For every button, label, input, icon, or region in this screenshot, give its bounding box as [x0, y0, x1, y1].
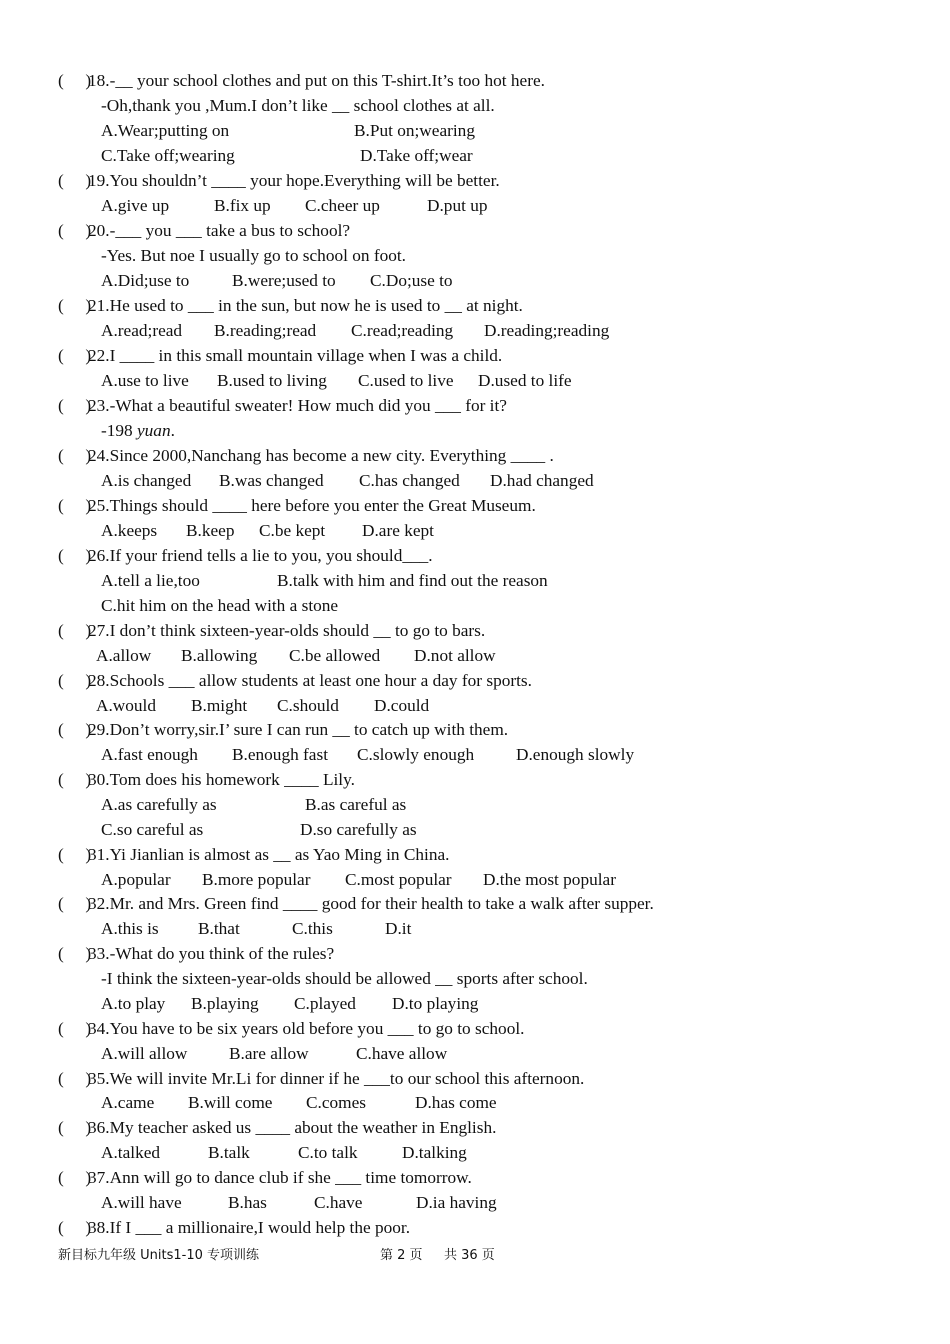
- question-27: [58, 618, 486, 643]
- question-text: 30.Tom does his homework ____ Lily.: [88, 770, 355, 789]
- option-row: [101, 817, 417, 842]
- option-d: D.had changed: [490, 471, 594, 490]
- question-text: 26.If your friend tells a lie to you, you should___.: [88, 546, 433, 565]
- question-21: [58, 293, 523, 318]
- option-row: [101, 1041, 448, 1066]
- option-b: B.will come: [188, 1093, 273, 1112]
- option-row: [101, 118, 475, 143]
- question-text: 34.You have to be six years old before you ___ to go to school.: [88, 1019, 525, 1038]
- question-text: 24.Since 2000,Nanchang has become a new city. Everything ____ .: [88, 446, 554, 465]
- question-36: [58, 1115, 497, 1140]
- option-c: C.used to live: [358, 371, 454, 390]
- answer-paren: ( ): [58, 671, 92, 690]
- option-c: C.cheer up: [305, 196, 380, 215]
- option-d: D.enough slowly: [516, 745, 635, 764]
- option-row: [101, 518, 434, 543]
- option-c: C.has changed: [359, 471, 460, 490]
- question-text: 38.If I ___ a millionaire,I would help the poor.: [88, 1218, 411, 1237]
- question-28: [58, 668, 532, 693]
- question-32: [58, 891, 654, 916]
- footer-title: 新目标九年级 Units1-10 专项训练: [58, 1248, 260, 1263]
- option-b: B.were;used to: [232, 271, 336, 290]
- option-c: C.comes: [306, 1093, 366, 1112]
- option-d: D.it: [385, 919, 412, 938]
- question-35: [58, 1066, 585, 1091]
- question-23: [58, 393, 507, 418]
- question-text: 19.You shouldn’t ____ your hope.Everything will be better.: [88, 171, 500, 190]
- answer-paren: ( ): [58, 770, 92, 789]
- answer-paren: ( ): [58, 944, 92, 963]
- option-b: B.are allow: [229, 1044, 309, 1063]
- option-c: C.this: [292, 919, 333, 938]
- option-b: B.that: [198, 919, 240, 938]
- option-c: C.to talk: [298, 1143, 358, 1162]
- option-d: D.talking: [402, 1143, 467, 1162]
- option-c: C.slowly enough: [357, 745, 475, 764]
- option-a: A.would: [96, 696, 157, 715]
- option-d: D.not allow: [414, 646, 496, 665]
- answer-paren: ( ): [58, 1218, 92, 1237]
- option-b: B.talk: [208, 1143, 250, 1162]
- question-text: 23.-What a beautiful sweater! How much did you ___ for it?: [88, 396, 507, 415]
- option-a: A.fast enough: [101, 745, 198, 764]
- option-a: A.will have: [101, 1193, 182, 1212]
- question-text: 27.I don’t think sixteen-year-olds should __ to go to bars.: [88, 621, 486, 640]
- option-a: A.Did;use to: [101, 271, 190, 290]
- question-31: [58, 842, 450, 867]
- option-b: B.was changed: [219, 471, 324, 490]
- question-text: 36.My teacher asked us ____ about the weather in English.: [88, 1118, 497, 1137]
- question-20: [58, 218, 351, 243]
- answer-paren: ( ): [58, 296, 92, 315]
- option-c: C.be allowed: [289, 646, 381, 665]
- question-text: 21.He used to ___ in the sun, but now he is used to __ at night.: [88, 296, 523, 315]
- option-a: A.this is: [101, 919, 159, 938]
- option-a: A.give up: [101, 196, 170, 215]
- option-b: B.more popular: [202, 870, 311, 889]
- question-text: 29.Don’t worry,sir.I’ sure I can run __ to catch up with them.: [88, 720, 509, 739]
- option-b: B.might: [191, 696, 248, 715]
- option-c: C.should: [277, 696, 339, 715]
- footer-page-number: 第 2 页: [380, 1248, 423, 1263]
- question-38: [58, 1215, 411, 1240]
- option-a: A.as carefully as: [101, 795, 217, 814]
- option-row: [101, 792, 407, 817]
- option-a: A.talked: [101, 1143, 161, 1162]
- option-a: A.keeps: [101, 521, 158, 540]
- option-b: B.used to living: [217, 371, 327, 390]
- answer-paren: ( ): [58, 720, 92, 739]
- answer-paren: ( ): [58, 496, 92, 515]
- option-b: B.talk with him and find out the reason: [277, 571, 548, 590]
- question-22: [58, 343, 503, 368]
- option-a: A.is changed: [101, 471, 192, 490]
- option-b: B.fix up: [214, 196, 271, 215]
- question-25: [58, 493, 536, 518]
- option-d: D.so carefully as: [300, 820, 417, 839]
- question-text: 31.Yi Jianlian is almost as __ as Yao Ming in China.: [88, 845, 450, 864]
- option-row: [101, 867, 616, 892]
- answer-paren: ( ): [58, 171, 92, 190]
- answer-paren: ( ): [58, 446, 92, 465]
- option-row: [101, 193, 488, 218]
- question-text: 25.Things should ____ here before you enter the Great Museum.: [88, 496, 536, 515]
- answer-paren: ( ): [58, 221, 92, 240]
- option-row: [96, 693, 430, 718]
- option-row: [101, 742, 635, 767]
- question-dialogue: -Yes. But noe I usually go to school on foot.: [101, 246, 406, 265]
- option-row: [101, 568, 548, 593]
- option-d: D.could: [374, 696, 430, 715]
- dialogue-end: .: [170, 421, 175, 440]
- question-text: 20.-___ you ___ take a bus to school?: [88, 221, 351, 240]
- option-row: [101, 916, 412, 941]
- option-c: C.have allow: [356, 1044, 448, 1063]
- option-d: D.Take off;wear: [360, 146, 473, 165]
- option-b: B.has: [228, 1193, 267, 1212]
- option-c: C.Take off;wearing: [101, 146, 235, 165]
- question-text: 32.Mr. and Mrs. Green find ____ good for their health to take a walk after supper.: [88, 894, 654, 913]
- option-b: B.Put on;wearing: [354, 121, 475, 140]
- option-c: C.most popular: [345, 870, 452, 889]
- option-d: D.to playing: [392, 994, 479, 1013]
- option-c: C.played: [294, 994, 356, 1013]
- dialogue-price: -198: [101, 421, 137, 440]
- question-33: [58, 941, 335, 966]
- answer-paren: ( ): [58, 1118, 92, 1137]
- option-d: D.the most popular: [483, 870, 616, 889]
- option-b: B.keep: [186, 521, 235, 540]
- option-row: [101, 318, 610, 343]
- answer-paren: ( ): [58, 71, 92, 90]
- option-a: A.to play: [101, 994, 166, 1013]
- option-d: D.ia having: [416, 1193, 497, 1212]
- footer-page-total: 共 36 页: [444, 1248, 495, 1263]
- answer-paren: ( ): [58, 396, 92, 415]
- option-c: C.Do;use to: [370, 271, 453, 290]
- option-a: A.allow: [96, 646, 152, 665]
- question-29: [58, 717, 509, 742]
- option-row: [101, 468, 594, 493]
- option-row: [96, 643, 496, 668]
- option-b: B.enough fast: [232, 745, 328, 764]
- option-c: C.read;reading: [351, 321, 454, 340]
- question-30: [58, 767, 355, 792]
- option-b: B.playing: [191, 994, 259, 1013]
- question-34: [58, 1016, 525, 1041]
- option-c: C.be kept: [259, 521, 326, 540]
- option-c: C.have: [314, 1193, 363, 1212]
- question-text: 33.-What do you think of the rules?: [88, 944, 335, 963]
- question-dialogue: [101, 418, 175, 443]
- option-d: D.put up: [427, 196, 488, 215]
- option-row: [101, 368, 572, 393]
- question-text: 37.Ann will go to dance club if she ___ time tomorrow.: [88, 1168, 472, 1187]
- option-a: A.came: [101, 1093, 155, 1112]
- option-row: [101, 1190, 497, 1215]
- question-text: 22.I ____ in this small mountain village when I was a child.: [88, 346, 503, 365]
- option-d: D.reading;reading: [484, 321, 610, 340]
- question-37: [58, 1165, 472, 1190]
- option-d: D.are kept: [362, 521, 434, 540]
- question-24: [58, 443, 554, 468]
- answer-paren: ( ): [58, 1168, 92, 1187]
- question-18: [58, 68, 545, 93]
- question-text: 18.-__ your school clothes and put on this T-shirt.It’s too hot here.: [88, 71, 545, 90]
- question-text: 35.We will invite Mr.Li for dinner if he ___to our school this afternoon.: [88, 1069, 585, 1088]
- option-b: B.allowing: [181, 646, 258, 665]
- option-c: C.hit him on the head with a stone: [101, 596, 339, 615]
- option-d: D.used to life: [478, 371, 572, 390]
- answer-paren: ( ): [58, 546, 92, 565]
- answer-paren: ( ): [58, 346, 92, 365]
- option-d: D.has come: [415, 1093, 497, 1112]
- option-a: A.use to live: [101, 371, 189, 390]
- option-b: B.as careful as: [305, 795, 407, 814]
- answer-paren: ( ): [58, 1069, 92, 1088]
- option-row: [101, 593, 339, 618]
- answer-paren: ( ): [58, 845, 92, 864]
- option-b: B.reading;read: [214, 321, 317, 340]
- option-c: C.so careful as: [101, 820, 204, 839]
- question-19: [58, 168, 500, 193]
- option-a: A.read;read: [101, 321, 183, 340]
- answer-paren: ( ): [58, 621, 92, 640]
- dialogue-currency: yuan: [137, 421, 171, 440]
- answer-paren: ( ): [58, 1019, 92, 1038]
- question-dialogue: -Oh,thank you ,Mum.I don’t like __ school clothes at all.: [101, 96, 495, 115]
- option-row: [101, 1140, 467, 1165]
- option-row: [101, 1090, 497, 1115]
- option-a: A.Wear;putting on: [101, 121, 230, 140]
- question-26: [58, 543, 433, 568]
- option-row: [101, 991, 479, 1016]
- option-a: A.will allow: [101, 1044, 188, 1063]
- question-text: 28.Schools ___ allow students at least one hour a day for sports.: [88, 671, 532, 690]
- option-a: A.popular: [101, 870, 171, 889]
- option-row: [101, 143, 473, 168]
- question-dialogue: -I think the sixteen-year-olds should be allowed __ sports after school.: [101, 969, 588, 988]
- option-a: A.tell a lie,too: [101, 571, 200, 590]
- option-row: [101, 268, 453, 293]
- answer-paren: ( ): [58, 894, 92, 913]
